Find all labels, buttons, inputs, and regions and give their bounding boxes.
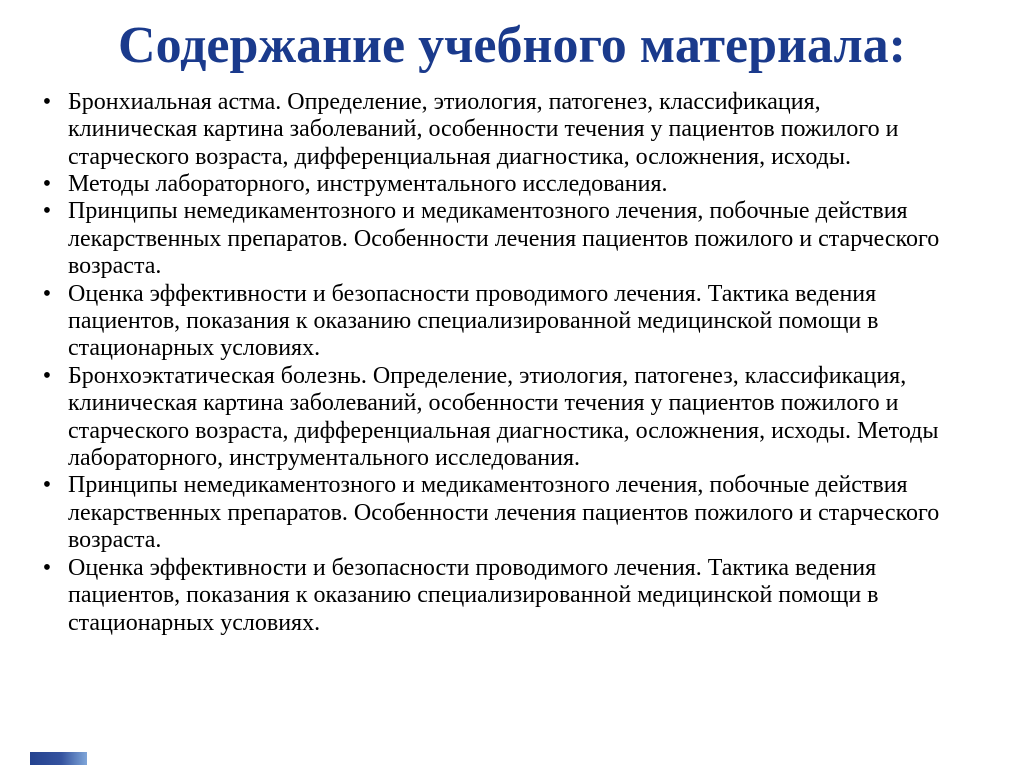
list-item-text: Оценка эффективности и безопасности проводимого лечения. Тактика ведения пациентов, показания к оказанию специализированной медицинской помощи в стационарных условиях. <box>68 554 879 636</box>
list-item-text: Оценка эффективности и безопасности проводимого лечения. Тактика ведения пациентов, показания к оказанию специализированной медицинской помощи в стационарных условиях. <box>68 280 879 362</box>
list-item <box>30 281 950 363</box>
content-list <box>0 89 1024 637</box>
list-item <box>30 472 950 554</box>
list-item <box>30 363 950 473</box>
bullet-icon: • <box>42 280 52 307</box>
bullet-icon: • <box>42 198 52 225</box>
bottom-left-accent-bar <box>30 752 87 765</box>
list-item <box>30 89 950 171</box>
list-item-text: Бронхиальная астма. Определение, этиология, патогенез, классификация, клиническая картина заболеваний, особенности течения у пациентов пожилого и старческого возраста, дифференциальная диагностика, осложнения, исходы. <box>68 88 899 170</box>
bullet-icon: • <box>42 171 52 198</box>
list-item-text: Принципы немедикаментозного и медикаментозного лечения, побочные действия лекарственных препаратов. Особенности лечения пациентов пожилого и старческого возраста. <box>68 198 940 280</box>
list-item-text: Принципы немедикаментозного и медикаментозного лечения, побочные действия лекарственных препаратов. Особенности лечения пациентов пожилого и старческого возраста. <box>68 472 940 554</box>
bullet-icon: • <box>42 472 52 499</box>
slide-title: Содержание учебного материала: <box>118 17 906 74</box>
list-item <box>30 555 950 637</box>
list-item <box>30 198 950 280</box>
list-item-text: Бронхоэктатическая болезнь. Определение, этиология, патогенез, классификация, клиническая картина заболеваний, особенности течения у пациентов пожилого и старческого возраста, дифференциальная диагностика, осложнения, исходы. Методы лабораторного, инструментального исследования. <box>68 362 939 472</box>
bullet-icon: • <box>42 362 52 389</box>
bullet-icon: • <box>42 554 52 581</box>
list-item <box>30 171 950 198</box>
bullet-icon: • <box>42 88 52 115</box>
list-item-text: Методы лабораторного, инструментального исследования. <box>68 171 668 198</box>
